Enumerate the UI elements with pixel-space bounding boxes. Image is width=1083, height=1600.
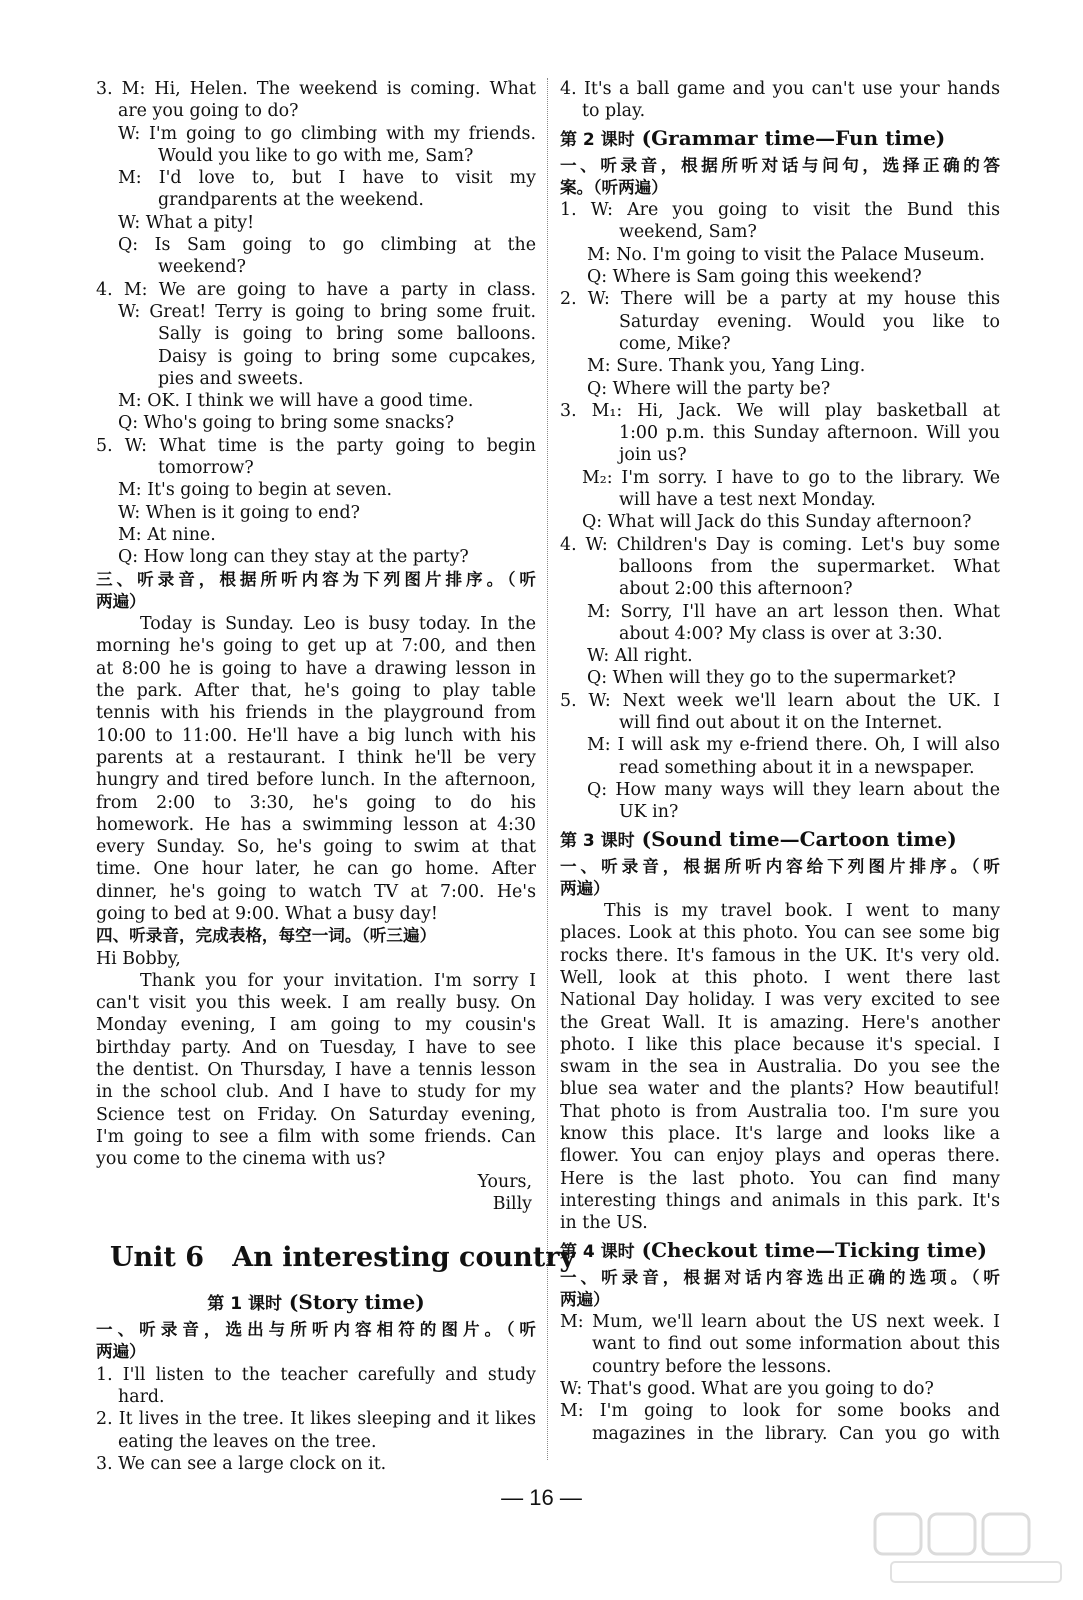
text-line: come, Mike? [619,333,731,354]
text-line: magazines in the library. Can you go with [592,1423,1000,1444]
text-line: going to bed at 9:00. What a busy day! [96,903,438,924]
text-line: will find out about it on the Internet. [619,713,943,734]
letter-greeting: Hi Bobby, [96,948,181,969]
text-line: tomorrow? [158,458,254,479]
text-line: interesting things and animals in this park. It's [560,1190,1000,1211]
text-line: M: OK. I think we will have a good time. [118,391,474,412]
text-line: Q: How long can they stay at the party? [118,547,469,568]
text-line: places. Look at this photo. You can see some big [560,923,1000,944]
text-line: M: No. I'm going to visit the Palace Museum. [587,244,985,265]
text-line: W: When is it going to end? [118,502,360,523]
text-line: M: Sure. Thank you, Yang Ling. [587,356,866,377]
text-line: the dentist. On Thursday, I have a tennis lesson [96,1060,536,1081]
text-line: are you going to do? [118,101,299,122]
text-line: M₂: I'm sorry. I have to go to the library. We [582,467,1000,488]
text-line: 10:00 to 11:00. He'll have a big lunch with his [96,725,536,746]
watermark-logo-icon [871,1508,1071,1588]
text-line: the park. After that, he's going to play table [96,681,536,702]
text-line: 3. M: Hi, Helen. The weekend is coming. What [96,79,536,99]
text-line: blue sea water and the plants? How beautiful! [560,1079,1000,1100]
text-line: swam in the sea in Australia. Do you see the [560,1057,1000,1078]
text-line: eating the leaves on the tree. [118,1431,377,1452]
text-line: M: I'd love to, but I have to visit my [118,168,536,189]
text-line: pies and sweets. [158,368,304,389]
text-line: read something about it in a newspaper. [619,757,975,778]
text-line: 4. It's a ball game and you can't use your hands [560,79,1000,99]
text-line: birthday party. And on Tuesday, I have to see [96,1037,536,1058]
text-line: dinner, he's going to watch TV at 7:00. He's [96,881,536,902]
text-line: weekend? [158,257,246,278]
text-line: W: Great! Terry is going to bring some fruit. [118,301,536,322]
text-line: Q: Where is Sam going this weekend? [587,267,922,288]
lesson-number: 第 1 课时 [207,1294,282,1315]
text-line: know this place. It's large and looks like a [560,1124,1000,1145]
page-number: — 16 — [501,1485,582,1510]
text-line: about 2:00 this afternoon? [619,579,853,600]
text-line: Q: When will they go to the supermarket? [587,668,956,689]
text-line: W: I'm going to go climbing with my friends. [118,123,536,144]
text-line: you come to the cinema with us? [96,1149,386,1170]
text-line: That photo is from Australia too. I'm sure you [560,1101,1000,1122]
text-line: hard. [118,1387,165,1408]
text-line: parents at a restaurant. I think he'll be very [96,747,536,768]
text-line: grandparents at the weekend. [158,190,424,211]
text-line: Q: How many ways will they learn about the [587,779,1000,800]
text-line: balloons from the supermarket. What [619,556,1000,577]
lesson-title [560,125,1000,154]
text-line: Q: What will Jack do this Sunday afternoon? [582,512,972,533]
text-line: I'm going to see a film with some friends. Can [96,1126,536,1147]
text-line: from 2:00 to 3:30, he's going to do his [96,792,536,813]
section-heading: 案。（听两遍） [560,177,668,197]
section-heading: 一、听录音，根据对话内容选出正确的选项。（听 [560,1267,1000,1287]
text-line: 1. W: Are you going to visit the Bund this [560,200,1000,221]
text-line: Would you like to go with me, Sam? [158,145,474,166]
lesson-name: (Grammar time—Fun time) [634,125,946,150]
text-line: M: Mum, we'll learn about the US next week. I [560,1312,1000,1333]
text-line: Daisy is going to bring some cupcakes, [158,346,536,367]
section-heading: 两遍） [96,591,146,611]
text-line: 3. We can see a large clock on it. [96,1453,387,1474]
lesson-title [560,1237,1000,1266]
text-line: country before the lessons. [592,1356,832,1377]
text-line: W: What a pity! [118,212,255,233]
text-line: Q: Who's going to bring some snacks? [118,413,455,434]
text-line: This is my travel book. I went to many [604,901,1000,922]
text-line: morning he's going to get up at 7:00, and then [96,636,536,657]
text-line: want to find out some information about this [592,1334,1000,1355]
text-line: weekend, Sam? [619,222,757,243]
text-line: in the US. [560,1213,648,1234]
text-line: time. One hour later, he can go home. After [96,859,536,880]
text-line: M: Sorry, I'll have an art lesson then. What [587,601,1000,622]
text-line: 5. W: What time is the party going to begin [96,435,536,456]
lesson-name: (Sound time—Cartoon time) [634,826,957,851]
text-line: will have a test next Monday. [619,490,876,511]
right-column [560,78,1000,1445]
text-line: 4. M: We are going to have a party in class. [96,279,536,300]
text-line: W: All right. [587,646,693,667]
text-line: 3. M₁: Hi, Jack. We will play basketball at [560,400,1000,421]
text-line: homework. He has a swimming lesson at 4:30 [96,814,536,835]
text-line: W: That's good. What are you going to do? [560,1379,934,1400]
text-line: Saturday evening. Would you like to [619,311,1000,332]
section-heading: 两遍） [96,1342,146,1362]
text-line: Monday evening, I am going to my cousin's [96,1015,536,1036]
text-line: Science test on Friday. On Saturday evening, [96,1104,536,1125]
text-line: 5. W: Next week we'll learn about the UK. I [560,690,1000,711]
text-line: to play. [582,101,646,122]
text-line: 1:00 p.m. this Sunday afternoon. Will you [619,423,1000,444]
section-heading: 一、听录音，根据所听对话与问句，选择正确的答 [560,155,1000,175]
text-line: at 8:00 he is going to have a drawing lesson in [96,658,536,679]
text-line: tennis with his friends in the playground from [96,703,536,724]
text-line: 4. W: Children's Day is coming. Let's buy some [560,534,1000,555]
lesson-name: (Checkout time—Ticking time) [634,1237,987,1262]
text-line: M: I'm going to look for some books and [560,1401,1000,1422]
text-line: Q: Where will the party be? [587,378,831,399]
text-line: Q: Is Sam going to go climbing at the [118,235,536,256]
letter-signature: Billy [492,1193,532,1214]
text-line: join us? [619,445,687,466]
text-line: Sally is going to bring some balloons. [158,324,536,345]
text-line: 2. It lives in the tree. It likes sleeping and it likes [96,1409,536,1430]
letter-closing: Yours, [477,1171,532,1192]
text-line: every Sunday. So, he's going to swim at that [96,837,536,858]
text-line: photo. I like this place because it's special. I [560,1034,1000,1055]
lesson-name: (Story time) [281,1290,425,1315]
lesson-title [96,1289,536,1318]
lesson-title [560,826,1000,855]
text-line: in the school club. And I have to study for my [96,1082,536,1103]
text-line: Well, look at this photo. I went there last [560,967,1000,988]
unit-title: Unit 6 An interesting country [110,1242,576,1274]
section-heading: 四、听录音，完成表格，每空一词。（听三遍） [96,926,437,946]
text-line: Here is the last photo. You can find many [560,1168,1000,1189]
left-column [96,78,576,1475]
text-line: about 4:00? My class is over at 3:30. [619,623,943,644]
section-heading: 一、听录音，选出与所听内容相符的图片。（听 [96,1320,536,1340]
text-line: Thank you for your invitation. I'm sorry I [140,970,536,991]
text-line: M: It's going to begin at seven. [118,480,393,501]
text-line: flower. You can enjoy plays and operas there. [560,1146,1000,1167]
text-line: M: I will ask my e-friend there. Oh, I will also [587,735,1000,756]
section-heading: 三、听录音，根据所听内容为下列图片排序。（听 [96,569,536,589]
text-line: hungry and tired before lunch. In the afternoon, [96,770,536,791]
text-line: 2. W: There will be a party at my house this [560,289,1000,310]
text-line: National Day holiday. I was very excited to see [560,990,1000,1011]
text-line: UK in? [619,802,679,823]
text-line: the Great Wall. It is amazing. Here's another [560,1012,1000,1033]
lesson-number: 第 3 课时 [560,830,635,851]
lesson-number: 第 4 课时 [560,1241,635,1262]
section-heading: 两遍） [560,1289,610,1309]
text-line: M: At nine. [118,524,216,545]
text-line: rocks there. It's famous in the UK. It's very old. [560,945,1000,966]
text-line: 1. I'll listen to the teacher carefully and study [96,1364,536,1385]
text-line: can't visit you this week. I am really busy. On [96,993,536,1014]
text-line: Today is Sunday. Leo is busy today. In the [140,614,536,635]
lesson-number: 第 2 课时 [560,129,635,150]
section-heading: 两遍） [560,878,610,898]
section-heading: 一、听录音，根据所听内容给下列图片排序。（听 [560,856,1000,876]
